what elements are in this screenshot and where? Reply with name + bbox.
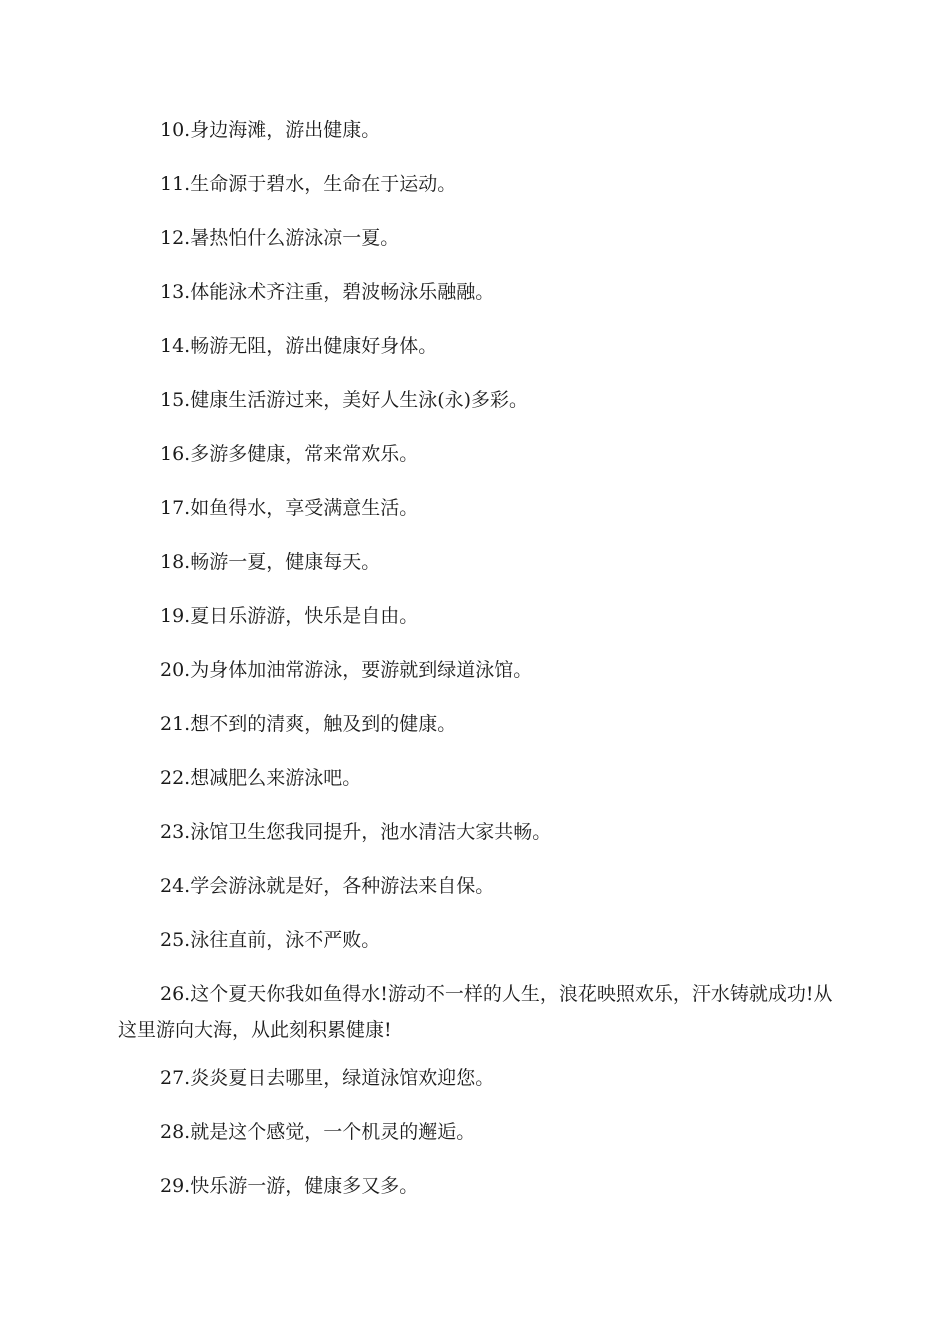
list-item: 12.暑热怕什么游泳凉一夏。	[160, 227, 400, 249]
list-item: 19.夏日乐游游，快乐是自由。	[160, 605, 419, 627]
list-item: 25.泳往直前，泳不严败。	[160, 929, 381, 951]
list-item: 15.健康生活游过来，美好人生泳(永)多彩。	[160, 389, 529, 411]
list-item: 18.畅游一夏，健康每天。	[160, 551, 381, 573]
list-item: 14.畅游无阻，游出健康好身体。	[160, 335, 438, 357]
list-item: 11.生命源于碧水，生命在于运动。	[160, 173, 457, 195]
list-item: 26.这个夏天你我如鱼得水!游动不一样的人生，浪花映照欢乐，汗水铸就成功!从这里游向大海，从此刻积累健康!	[118, 983, 833, 1041]
list-item: 13.体能泳术齐注重，碧波畅泳乐融融。	[160, 281, 495, 303]
slogan-list	[118, 112, 834, 1222]
list-item: 20.为身体加油常游泳，要游就到绿道泳馆。	[160, 659, 533, 681]
list-item: 21.想不到的清爽，触及到的健康。	[160, 713, 457, 735]
list-item: 10.身边海滩，游出健康。	[160, 119, 381, 141]
list-item: 17.如鱼得水，享受满意生活。	[160, 497, 419, 519]
list-item: 22.想减肥么来游泳吧。	[160, 767, 362, 789]
list-item: 28.就是这个感觉，一个机灵的邂逅。	[160, 1121, 476, 1143]
list-item: 27.炎炎夏日去哪里，绿道泳馆欢迎您。	[160, 1067, 495, 1089]
list-item: 16.多游多健康，常来常欢乐。	[160, 443, 419, 465]
list-item: 29.快乐游一游，健康多又多。	[160, 1175, 419, 1197]
list-item: 23.泳馆卫生您我同提升，池水清洁大家共畅。	[160, 821, 552, 843]
list-item: 24.学会游泳就是好，各种游法来自保。	[160, 875, 495, 897]
